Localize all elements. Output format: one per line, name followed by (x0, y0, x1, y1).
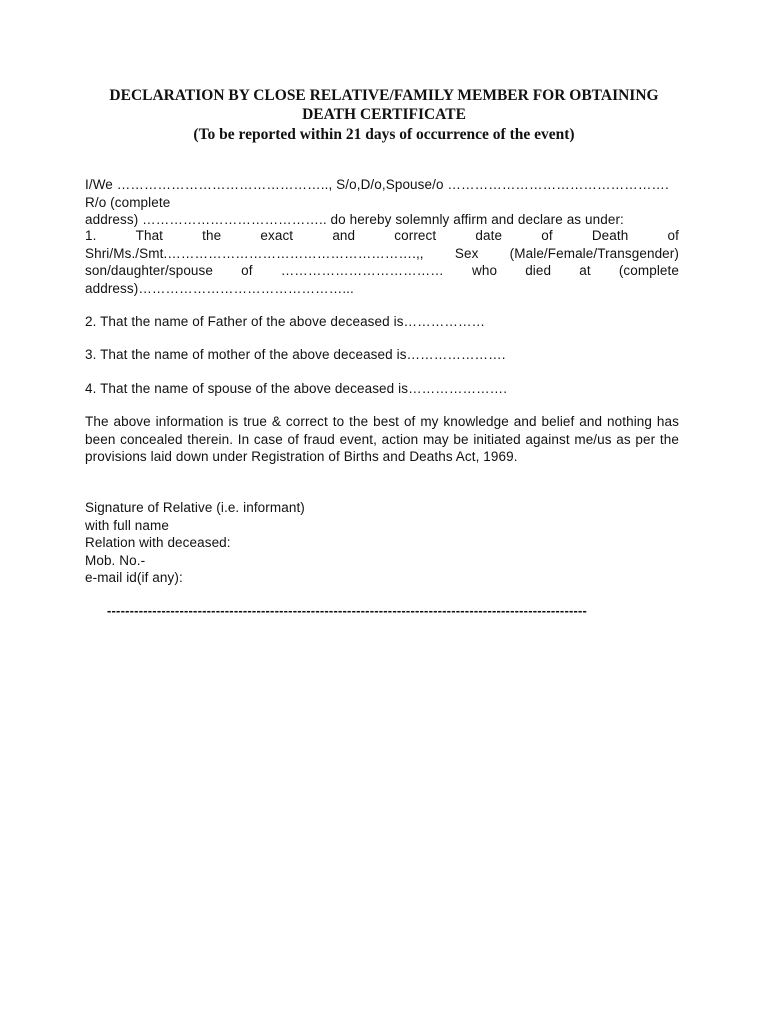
item-1-row-2 (85, 245, 679, 263)
signature-block (85, 499, 679, 587)
declaration-item-2: 2. That the name of Father of the above deceased is……………… (85, 314, 486, 329)
declaration-item-4: 4. That the name of spouse of the above deceased is…………………. (85, 381, 508, 396)
item-1-word: (Male/Female/Transgender) (509, 245, 679, 261)
intro-line-1: I/We ……………………………………….., S/o,D/o,Spouse/o …………………………………………. R/o (complete (85, 177, 669, 210)
item-1-word: That (135, 228, 164, 243)
item-1-word: (complete (618, 263, 679, 278)
item-1-word: exact (260, 228, 294, 243)
item-1-word: of (541, 228, 553, 243)
item-1-word: Shri/Ms./Smt.……………………………………………….,, (85, 245, 424, 261)
intro-paragraph (85, 176, 679, 229)
declaration-item-3: 3. That the name of mother of the above deceased is…………………. (85, 347, 506, 362)
item-1-row-1 (85, 227, 679, 245)
item-1-word: and (332, 228, 356, 243)
document-title-line-2: DEATH CERTIFICATE (302, 106, 466, 123)
item-1-row-4: address)………………………………………... (85, 280, 354, 296)
item-1-word: correct (394, 228, 437, 243)
item-1-word: son/daughter/spouse (85, 263, 213, 278)
full-name-label: with full name (85, 517, 169, 533)
item-1-word: of (241, 263, 253, 278)
dashed-divider: ---------------------------------------------------------------------------------------------------------- (107, 603, 588, 618)
item-1-word: who (472, 263, 498, 278)
document-subtitle: (To be reported within 21 days of occurrence of the event) (193, 126, 575, 143)
signature-label: Signature of Relative (i.e. informant) (85, 500, 305, 515)
item-1-word: at (579, 263, 591, 278)
item-1-word: died (525, 263, 552, 278)
item-1-word: Sex (454, 245, 479, 261)
item-1-row-3 (85, 262, 679, 280)
item-1-word: 1. (85, 228, 97, 243)
item-1-word: Death (591, 228, 629, 243)
mobile-label: Mob. No.- (85, 552, 146, 568)
document-title-line-1: DECLARATION BY CLOSE RELATIVE/FAMILY MEMBER FOR OBTAINING (109, 87, 659, 104)
item-1-word: date (475, 228, 503, 243)
email-label: e-mail id(if any): (85, 570, 183, 585)
item-1-word: the (202, 228, 222, 243)
statement-paragraph: The above information is true & correct to the best of my knowledge and belief and nothing has been concealed therein. In case of fraud event, action may be initiated against me/us as per the provisions laid down under Registration of Births and Deaths Act, 1969. (85, 414, 679, 464)
item-1-word: ……………………………… (280, 263, 444, 278)
intro-line-2: address) ………………………………….. do hereby solemnly affirm and declare as under: (85, 212, 624, 227)
item-1-word: of (667, 228, 679, 243)
relation-label: Relation with deceased: (85, 535, 231, 550)
declaration-item-1 (85, 227, 679, 297)
